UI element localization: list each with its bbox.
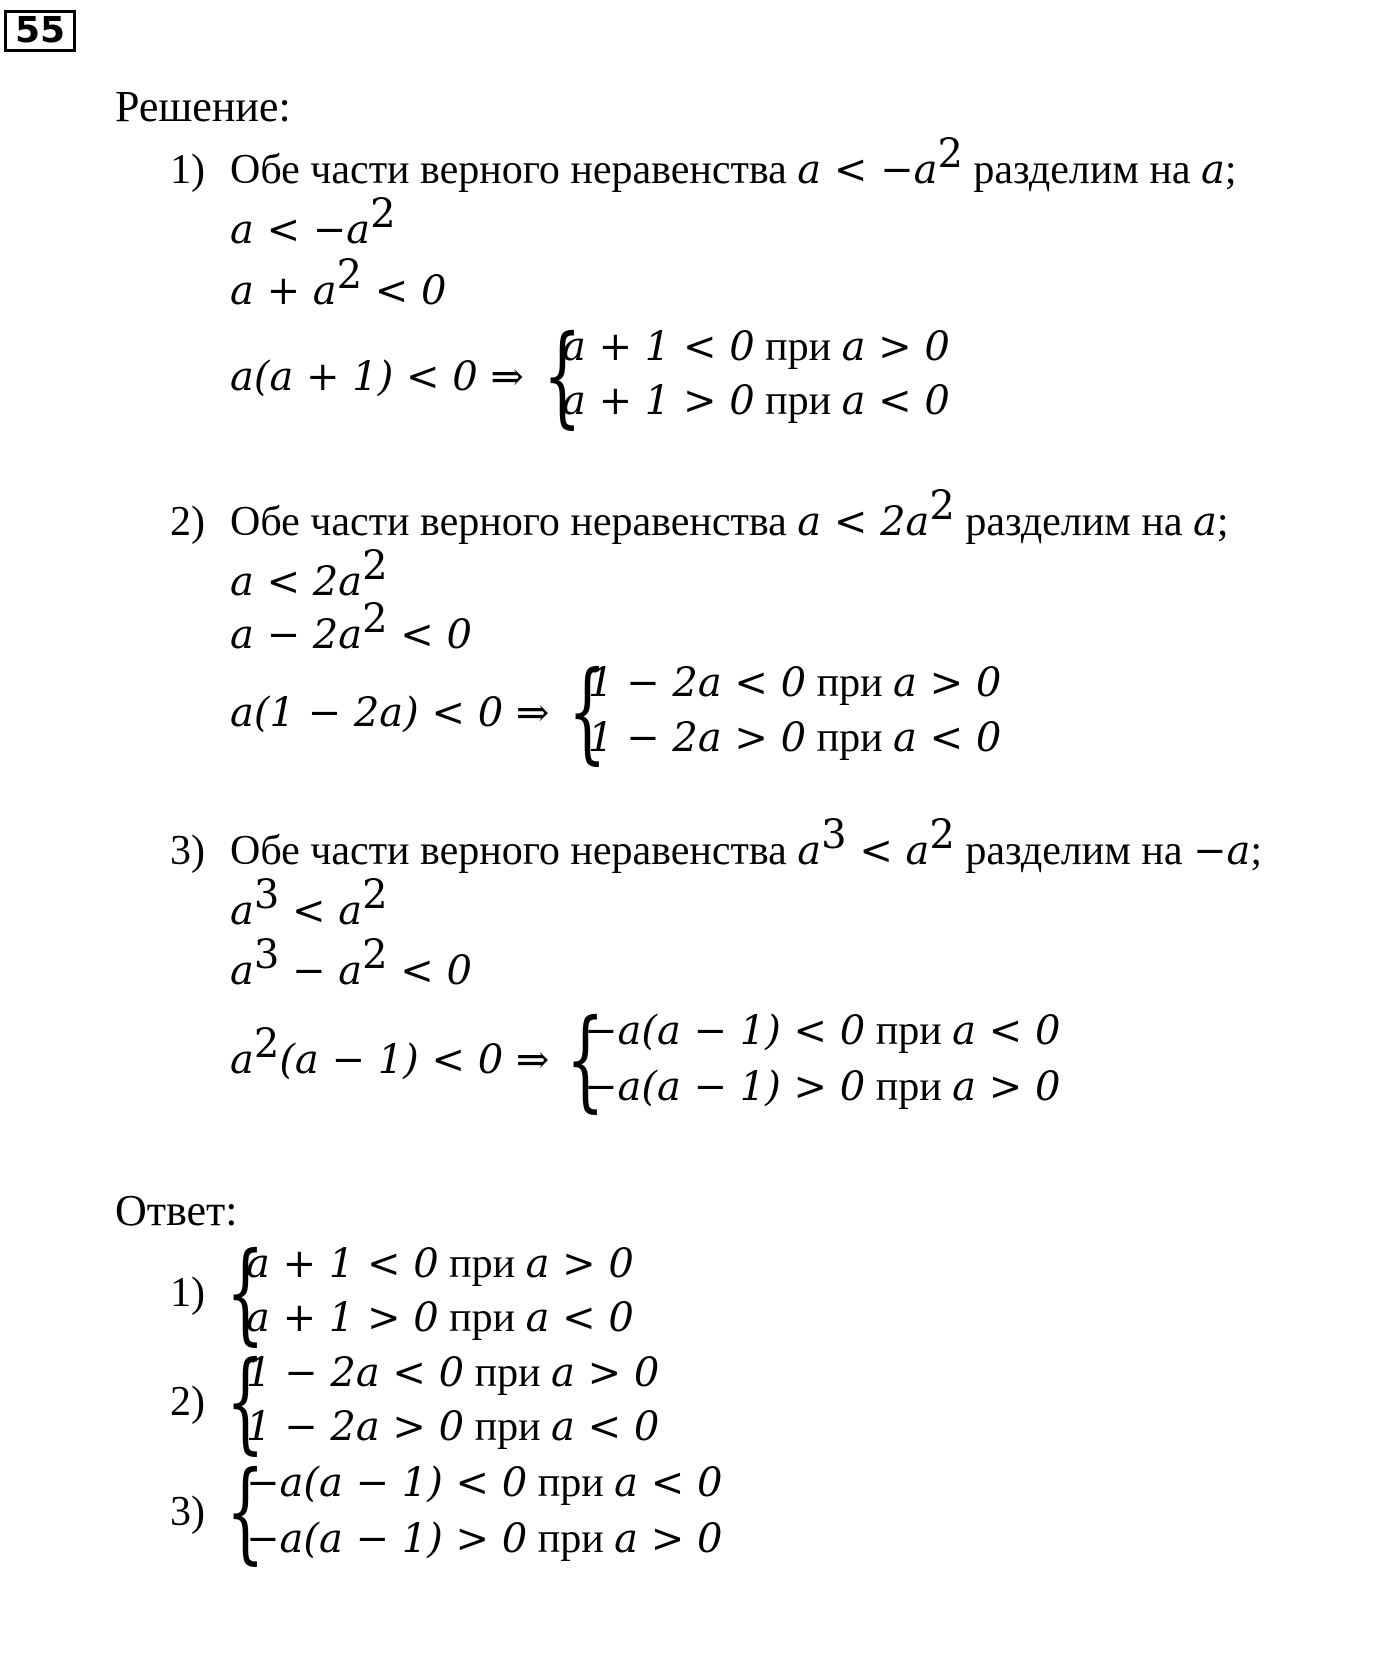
math-line: $a < -a^2$ bbox=[230, 191, 396, 253]
system-case: a + 1 < 0 при a > 0 bbox=[562, 324, 950, 370]
system-brace: { bbox=[568, 647, 607, 775]
answer-case: −a(a − 1) < 0 при a < 0 bbox=[246, 1460, 723, 1506]
step-statement: Обе части верного неравенства $a^3 < a^2$ разделим на −a; bbox=[230, 812, 1263, 874]
system-case: −a(a − 1) < 0 при a < 0 bbox=[584, 1008, 1061, 1054]
system-case: a + 1 > 0 при a < 0 bbox=[562, 378, 950, 424]
answer-case: a + 1 < 0 при a > 0 bbox=[246, 1241, 634, 1287]
answer-case: 1 − 2a < 0 при a > 0 bbox=[246, 1350, 660, 1396]
answer-number: 3) bbox=[170, 1489, 205, 1535]
step-statement: Обе части верного неравенства $a < 2a^2$ разделим на a; bbox=[230, 483, 1229, 545]
answer-case: 1 − 2a > 0 при a < 0 bbox=[246, 1404, 660, 1450]
system-brace: { bbox=[543, 311, 582, 439]
answer-case: a + 1 > 0 при a < 0 bbox=[246, 1295, 634, 1341]
factored-line: $a^2(a - 1) < 0$ ⇒ bbox=[230, 1021, 550, 1083]
solution-heading: Решение: bbox=[115, 82, 291, 131]
step-number: 1) bbox=[170, 147, 205, 193]
math-line: $a^3 - a^2 < 0$ bbox=[230, 932, 472, 994]
step-statement: Обе части верного неравенства $a < -a^2$ разделим на a; bbox=[230, 131, 1237, 193]
system-case: −a(a − 1) > 0 при a > 0 bbox=[584, 1064, 1061, 1110]
factored-line: a(a + 1) < 0 ⇒ bbox=[230, 354, 524, 400]
system-case: 1 − 2a > 0 при a < 0 bbox=[588, 715, 1002, 761]
answer-heading: Ответ: bbox=[115, 1186, 238, 1235]
problem-number-badge: 55 bbox=[4, 10, 76, 52]
system-brace: { bbox=[566, 995, 605, 1123]
math-line: $a^3 < a^2$ bbox=[230, 872, 388, 934]
system-case: 1 − 2a < 0 при a > 0 bbox=[588, 660, 1002, 706]
math-line: $a + a^2 < 0$ bbox=[230, 252, 447, 314]
math-line: $a - 2a^2 < 0$ bbox=[230, 596, 472, 658]
factored-line: a(1 − 2a) < 0 ⇒ bbox=[230, 690, 550, 736]
answer-case: −a(a − 1) > 0 при a > 0 bbox=[246, 1516, 723, 1562]
answer-number: 2) bbox=[170, 1379, 205, 1425]
step-number: 3) bbox=[170, 828, 205, 874]
system-brace: { bbox=[226, 1337, 265, 1465]
answer-number: 1) bbox=[170, 1270, 205, 1316]
math-line: $a < 2a^2$ bbox=[230, 543, 388, 605]
step-number: 2) bbox=[170, 499, 205, 545]
system-brace: { bbox=[226, 1228, 265, 1356]
system-brace: { bbox=[226, 1447, 265, 1575]
